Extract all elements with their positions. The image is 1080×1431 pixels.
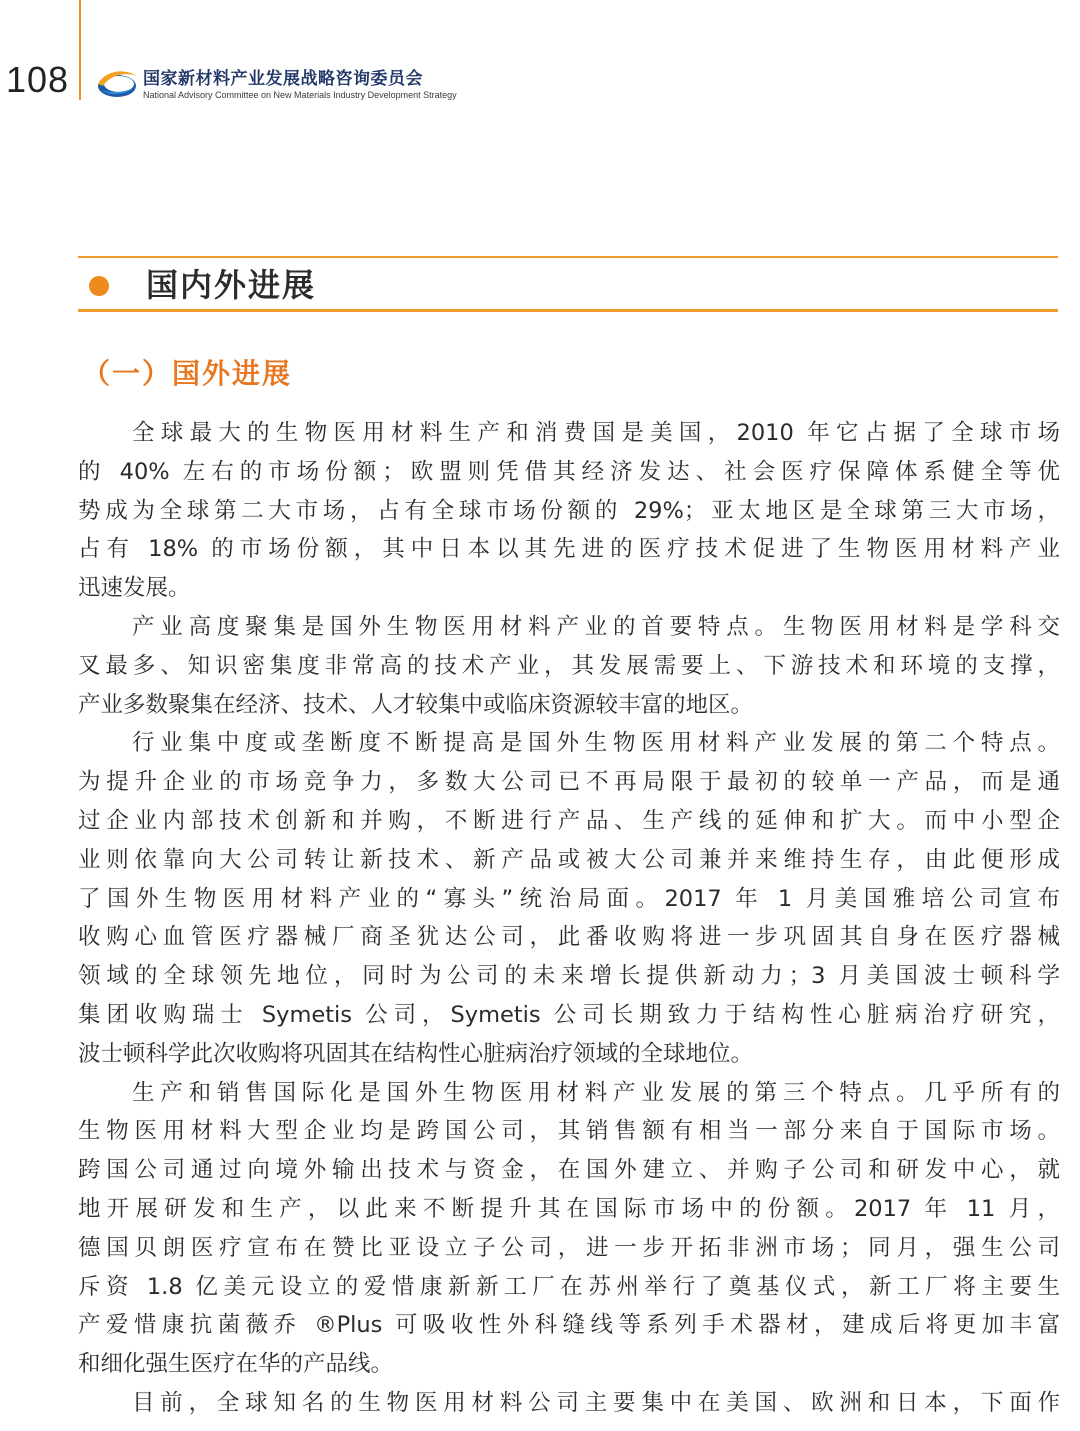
text-line: 迅速发展。: [78, 575, 191, 602]
header-divider: [79, 0, 81, 100]
organization-name-cn: 国家新材料产业发展战略咨询委员会: [143, 69, 423, 89]
text-line: 跨国公司通过向境外输出技术与资金，在国外建立、并购子公司和研发中心，就: [78, 1157, 1060, 1184]
text-line: 波士顿科学此次收购将巩固其在结构性心脏病治疗领域的全球地位。: [78, 1040, 754, 1067]
text-line: 叉最多、知识密集度非常高的技术产业，其发展需要上、下游技术和环境的支撑，: [78, 652, 1060, 679]
organization-name-en: National Advisory Committee on New Materials Industry Development Strategy: [143, 90, 457, 100]
section-title: 国内外进展: [146, 266, 317, 304]
page-number: 108: [6, 59, 70, 100]
text-line: 势成为全球第二大市场，占有全球市场份额的 29%；亚太地区是全球第三大市场，: [78, 497, 1060, 524]
text-line: 地开展研发和生产，以此来不断提升其在国际市场中的份额。2017 年 11 月，: [78, 1195, 1060, 1222]
text-line: 了国外生物医用材料产业的“寡头”统治局面。2017 年 1 月美国雅培公司宣布: [78, 885, 1060, 912]
text-line: 过企业内部技术创新和并购，不断进行产品、生产线的延伸和扩大。而中小型企: [78, 807, 1060, 834]
text-line: 集团收购瑞士 Symetis 公司，Symetis 公司长期致力于结构性心脏病治疗研究，: [78, 1001, 1060, 1028]
subsection-title: （一）国外进展: [82, 357, 293, 390]
committee-logo-icon: [95, 66, 139, 100]
text-line: 产业多数聚集在经济、技术、人才较集中或临床资源较丰富的地区。: [78, 691, 754, 718]
text-line: 德国贝朗医疗宣布在赞比亚设立子公司，进一步开拓非洲市场；同月，强生公司: [78, 1234, 1060, 1261]
text-line: 的 40% 左右的市场份额；欧盟则凭借其经济发达、社会医疗保障体系健全等优: [78, 458, 1060, 485]
text-line: 产爱惜康抗菌薇乔 ®Plus 可吸收性外科缝线等系列手术器材，建成后将更加丰富: [78, 1312, 1060, 1339]
text-line: 行业集中度或垄断度不断提高是国外生物医用材料产业发展的第二个特点。: [132, 730, 1060, 757]
section-heading-band: [78, 256, 1058, 312]
text-line: 全球最大的生物医用材料生产和消费国是美国，2010 年它占据了全球市场: [132, 420, 1060, 446]
text-line: 为提升企业的市场竞争力，多数大公司已不再局限于最初的较单一产品，而是通: [78, 769, 1060, 796]
text-line: 产业高度聚集是国外生物医用材料产业的首要特点。生物医用材料是学科交: [132, 613, 1060, 640]
text-line: 生产和销售国际化是国外生物医用材料产业发展的第三个特点。几乎所有的: [132, 1079, 1060, 1106]
text-line: 占有 18% 的市场份额，其中日本以其先进的医疗技术促进了生物医用材料产业: [78, 536, 1060, 563]
page-header: [0, 0, 1080, 110]
text-line: 斥资 1.8 亿美元设立的爱惜康新新工厂在苏州举行了奠基仪式，新工厂将主要生: [78, 1273, 1060, 1300]
text-line: 和细化强生医疗在华的产品线。: [78, 1351, 394, 1378]
text-line: 业则依靠向大公司转让新技术、新产品或被大公司兼并来维持生存，由此便形成: [78, 846, 1060, 873]
text-line: 收购心血管医疗器械厂商圣犹达公司，此番收购将进一步巩固其自身在医疗器械: [78, 924, 1060, 951]
body-text: [78, 414, 1060, 1423]
text-line: 目前，全球知名的生物医用材料公司主要集中在美国、欧洲和日本，下面作: [132, 1389, 1060, 1416]
bullet-dot-icon: [89, 276, 109, 296]
text-line: 领域的全球领先地位，同时为公司的未来增长提供新动力；3 月美国波士顿科学: [78, 963, 1060, 990]
text-line: 生物医用材料大型企业均是跨国公司，其销售额有相当一部分来自于国际市场。: [78, 1118, 1060, 1145]
